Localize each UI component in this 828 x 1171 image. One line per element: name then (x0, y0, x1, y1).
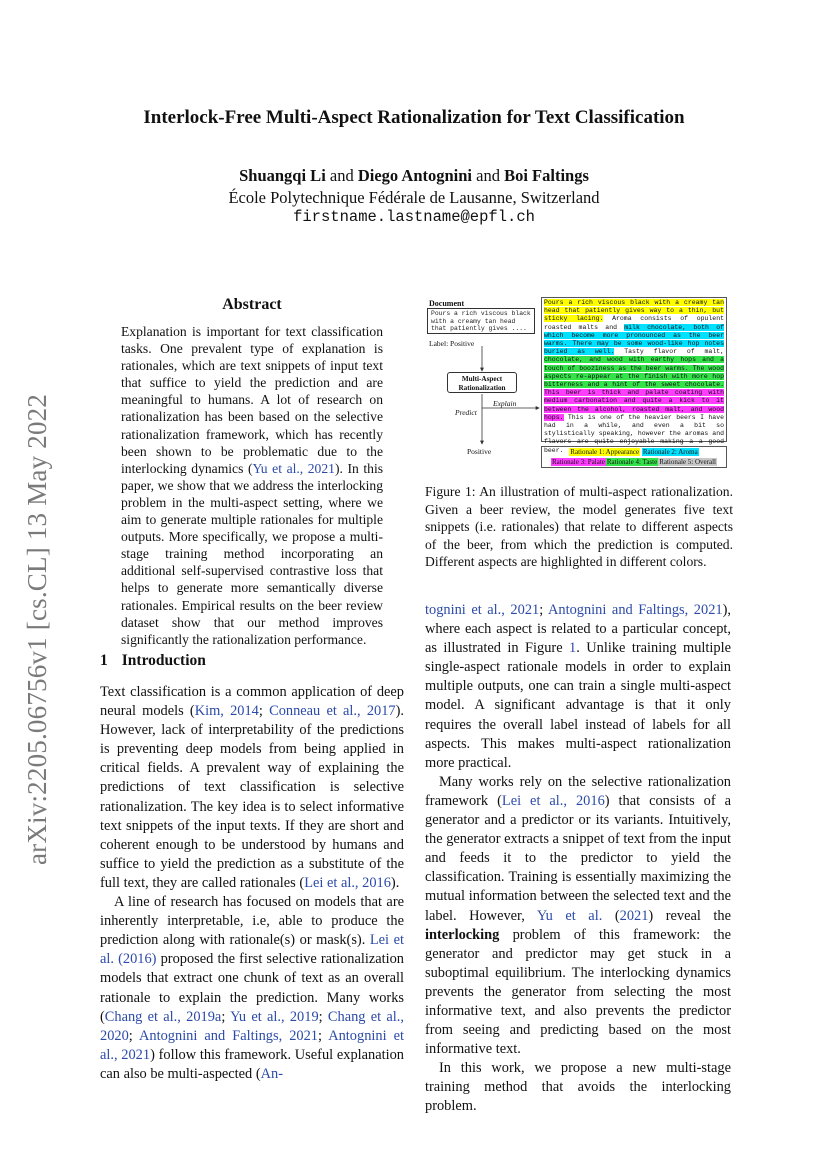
review-text: Aroma consists of opulent roasted malts and (544, 315, 724, 331)
body-text: ) reveal the (648, 907, 731, 924)
abstract-text: ). In this paper, we show that we address the interlocking problem in the multi-aspect setting, where we aim to generate multiple rationales for multiple outputs. More specifically, we propose a multi-stage training method incorporating an additional self-supervised contrastive loss that helps to generate more semantically diverse rationales. Empirical results on the beer review dataset show that our method improves significantly the rationalization performance. (121, 460, 384, 647)
citation-link[interactable]: Lei et al. (2016) (100, 932, 404, 968)
body-text: problem of this framework: the generator and predictor may get stuck in a suboptimal equilibrium. The interlocking dynamics prevents the generator from selecting the most informative text, and also prevents the predictor from seeing and predicting based on the most informative text. (425, 926, 731, 1058)
figure-legend (541, 446, 727, 468)
citation-link[interactable]: Chang et al., 2019a (104, 1008, 222, 1025)
body-text: Many works rely on the selective rationalization framework ( (425, 773, 731, 809)
citation-link[interactable]: Lei et al., 2016 (304, 874, 391, 891)
paragraph (425, 1059, 731, 1116)
legend-appearance: Rationale 1: Appearance (570, 448, 640, 456)
citation-link[interactable]: Antognini and Faltings, 2021 (548, 602, 723, 618)
figure-caption: Figure 1: An illustration of multi-aspect rationalization. Given a beer review, the model generates five text snippets (i.e. rationales) that relate to different aspects of the beer, from which the prediction is computed. Different aspects are highlighted in different colors. (425, 484, 733, 570)
body-text: ; (539, 602, 548, 618)
rationale-taste: chocolate, and wood with earthy hops and a touch of booziness as the beer warms. The wood aspects re-appear at the finish with more hop bitterness and a hint of the sweet chocolate. (544, 356, 724, 389)
body-text: . Unlike training multiple single-aspect rationale models in order to explain multiple outputs, one can train a single multi-aspect model. A significant advantage is that it only requires the overall label instead of labels for all aspects. This makes multi-aspect rationalization more practical. (425, 640, 731, 771)
author-list (0, 166, 828, 186)
body-text: ; (221, 1008, 231, 1025)
figure-1 (425, 294, 733, 474)
left-column (100, 683, 404, 1084)
author-name: Boi Faltings (504, 166, 589, 185)
body-text: ; (128, 1027, 140, 1044)
abstract-heading: Abstract (222, 296, 282, 313)
citation-link[interactable]: Conneau et al., 2017 (269, 703, 396, 720)
body-text: ; (318, 1008, 328, 1025)
legend-overall: Rationale 5: Overall (659, 457, 716, 466)
affiliation: École Polytechnique Fédérale de Lausanne, Switzerland (228, 188, 600, 207)
body-text: ), where each aspect is related to a particular concept, as illustrated in Figure (425, 602, 731, 657)
legend-palate: Rationale 3: Palate (552, 457, 605, 466)
author-separator: and (329, 166, 354, 185)
paragraph (425, 773, 731, 1059)
section-number: 1 (100, 652, 108, 669)
citation-link[interactable]: An- (260, 1065, 284, 1082)
citation-link[interactable]: Lei et al., 2016 (501, 792, 605, 809)
citation-link[interactable]: Yu et al., 2021 (252, 460, 335, 476)
rationale-palate: This beer is thick and palate coating with medium carbonation and quite a kick to it between the alcohol, roasted malt, and wood hops. (544, 389, 724, 421)
figure-explain-label: Explain (493, 399, 517, 408)
citation-link[interactable]: Antognini and Faltings, 2021 (139, 1027, 318, 1044)
paragraph (100, 893, 404, 1084)
citation-link[interactable]: 2021 (619, 907, 649, 924)
body-text: ) that consists of a generator and a predictor or its variants. Intuitively, the generator extracts a snippet of text from the input and feeds it to the predictor to yield the classification. Training is essentially maximizing the mutual information between the selected text and the label. However, (425, 792, 731, 924)
body-text: proposed the first selective rationalization models that extract one chunk of text as an overall rationale to explain the prediction. Many works ( (100, 951, 404, 1025)
body-text: ). However, lack of interpretability of the predictions is preventing deep models from being applied in critical fields. A prevalent way of explaining the predictions of text classification is selective rationalization. The key idea is to select informative text snippets of the input texts. If they are short and coherent enough to be understood by humans and suffice to yield the prediction as a substitute of the full text, they are called rationales ( (100, 703, 404, 891)
abstract-text: Explanation is important for text classification tasks. One prevalent type of explanation is rationales, which are text snippets of input text that suffice to yield the prediction and are meaningful to humans. A lot of research on rationalization has been based on the selective rationalization framework, which has recently been shown to be problematic due to the interlocking dynamics ( (121, 324, 383, 476)
paragraph (100, 683, 404, 893)
figure-ref-link[interactable]: 1 (569, 640, 577, 657)
section-heading (100, 652, 206, 670)
author-name: Shuangqi Li (239, 166, 326, 185)
rationale-appearance: Pours a rich viscous black with a creamy tan head that patiently gives way to a thin, but sticky lacing. (544, 299, 724, 323)
abstract-body (121, 323, 383, 648)
right-column (425, 601, 731, 1117)
bold-term: interlocking (425, 926, 500, 943)
figure-document-box: Pours a rich viscous black with a creamy tan head that patiently gives .... (427, 308, 535, 334)
citation-link[interactable]: Chang et al., 2020 (100, 1008, 405, 1044)
body-text: ). (390, 874, 400, 891)
body-text: ) follow this framework. Useful explanation can also be multi-aspected ( (100, 1046, 404, 1082)
figure-predict-label: Predict (455, 408, 477, 417)
legend-taste: Rationale 4: Taste (606, 457, 658, 466)
body-text: A line of research has focused on models that are inherently interpretable, i.e, able to produce the prediction along with rationale(s) or mask(s). (100, 894, 404, 949)
citation-link[interactable]: tognini et al., 2021 (425, 602, 540, 618)
citation-link[interactable]: Antognini et al., 2021 (100, 1027, 404, 1063)
arxiv-stamp: arXiv:2205.06756v1 [cs.CL] 13 May 2022 (22, 393, 52, 865)
figure-output-label: Positive (467, 447, 492, 456)
body-text: ; (258, 703, 270, 720)
figure-model-box (447, 372, 517, 393)
figure-label-text: Label: Positive (429, 339, 475, 348)
author-separator: and (476, 166, 500, 185)
citation-link[interactable]: Kim, 2014 (194, 703, 259, 720)
figure-document-label: Document (429, 299, 465, 308)
author-email: firstname.lastname@epfl.ch (293, 208, 535, 226)
rationale-aroma: milk chocolate, both of which become more pronounced as the beer warms. There may be some wood-like hop notes buried as well. (544, 323, 724, 356)
paragraph (425, 601, 731, 773)
rationale-overall: This is one of the heavier beers I have had in a while, and even a bit so stylistically speaking, however the aromas and flavors are quite enjoyable making a a good beer. (544, 413, 724, 454)
citation-link[interactable]: Yu et al., 2019 (230, 1008, 319, 1025)
paper-title: Interlock-Free Multi-Aspect Rationalization for Text Classification (143, 107, 685, 128)
citation-link[interactable]: Yu et al. (536, 907, 603, 924)
author-name: Diego Antognini (357, 166, 473, 185)
model-label: Rationalization (458, 383, 506, 392)
section-title: Introduction (121, 652, 206, 669)
body-text: Text classification is a common application of deep neural models ( (100, 684, 404, 720)
body-text: ; (317, 1027, 329, 1044)
body-text: In this work, we propose a new multi-stage training method that avoids the interlocking problem. (425, 1060, 731, 1115)
review-text: Tasty flavor of malt, (614, 348, 724, 356)
model-label: Multi-Aspect (461, 375, 503, 383)
legend-aroma: Rationale 2: Aroma (642, 448, 698, 456)
body-text: ( (602, 907, 620, 924)
